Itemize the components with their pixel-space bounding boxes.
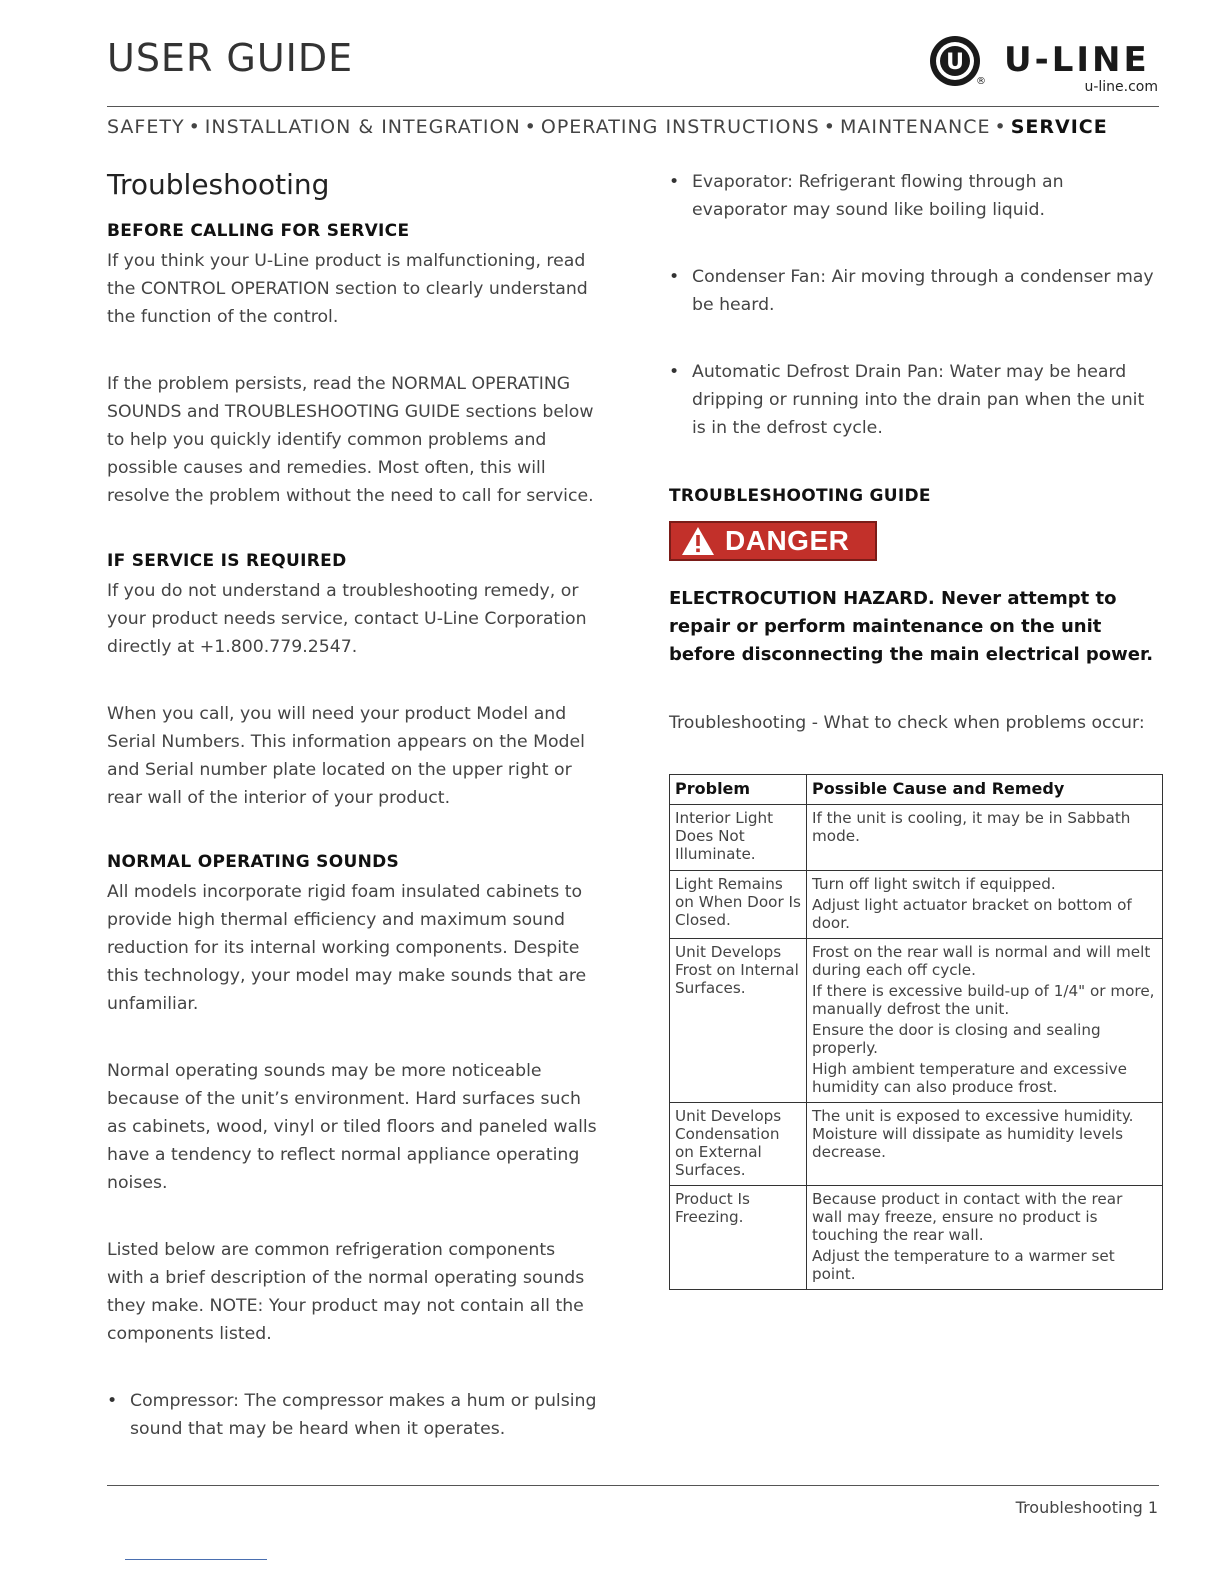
problem-cell: Unit Develops Condensation on External Surfaces. bbox=[670, 1103, 807, 1186]
section-nav bbox=[107, 116, 1161, 138]
left-column bbox=[107, 168, 597, 1443]
troubleshooting-table bbox=[669, 774, 1163, 1290]
table-row bbox=[670, 939, 1163, 1103]
remedy-item: High ambient temperature and excessive humidity can also produce frost. bbox=[812, 1060, 1128, 1096]
table-row bbox=[670, 1103, 1163, 1186]
remedy-item: If there is excessive build-up of 1/4" or more, manually defrost the unit. bbox=[812, 982, 1155, 1018]
nav-item-safety[interactable]: SAFETY bbox=[107, 116, 185, 138]
remedy-item: Adjust light actuator bracket on bottom of door. bbox=[812, 896, 1132, 932]
remedy-item: Because product in contact with the rear wall may freeze, ensure no product is touching the rear wall. bbox=[812, 1190, 1123, 1244]
sounds-list bbox=[107, 1387, 597, 1443]
sounds-list-continued bbox=[669, 168, 1163, 442]
before-calling-paragraph: If you think your U-Line product is malfunctioning, read the CONTROL OPERATION section to clearly understand the function of the control. bbox=[107, 251, 588, 327]
troubleshooting-intro: Troubleshooting - What to check when problems occur: bbox=[669, 713, 1145, 733]
remedy-cell bbox=[807, 1186, 1163, 1290]
decorative-rule bbox=[125, 1559, 267, 1560]
before-calling-paragraph: If the problem persists, read the NORMAL OPERATING SOUNDS and TROUBLESHOOTING GUIDE sections below to help you quickly identify common problems and possible causes and remedies. Most often, this will resolve the problem without the need to call for service. bbox=[107, 374, 594, 506]
problem-cell: Light Remains on When Door Is Closed. bbox=[670, 871, 807, 939]
website-link[interactable]: u-line.com bbox=[1084, 79, 1158, 95]
service-required-paragraph: When you call, you will need your product Model and Serial Numbers. This information appears on the Model and Serial number plate located on the upper right or rear wall of the interior of your product. bbox=[107, 704, 585, 808]
problem-cell: Unit Develops Frost on Internal Surfaces. bbox=[670, 939, 807, 1103]
remedy-item: Frost on the rear wall is normal and will melt during each off cycle. bbox=[812, 943, 1151, 979]
service-required-heading: IF SERVICE IS REQUIRED bbox=[107, 551, 347, 571]
header-divider bbox=[107, 106, 1159, 107]
danger-text: DANGER bbox=[725, 525, 850, 556]
table-row bbox=[670, 1186, 1163, 1290]
list-item: • Automatic Defrost Drain Pan: Water may be heard dripping or running into the drain pan when the unit is in the defrost cycle. bbox=[669, 358, 1163, 442]
electrocution-warning: ELECTROCUTION HAZARD. Never attempt to repair or perform maintenance on the unit before disconnecting the main electrical power. bbox=[669, 588, 1154, 665]
service-required-paragraph: If you do not understand a troubleshooting remedy, or your product needs service, contact U-Line Corporation directly at +1.800.779.2547. bbox=[107, 581, 587, 657]
remedy-cell bbox=[807, 939, 1163, 1103]
footer-divider bbox=[107, 1485, 1159, 1486]
column-header-remedy: Possible Cause and Remedy bbox=[807, 775, 1163, 805]
list-item: • Evaporator: Refrigerant flowing through an evaporator may sound like boiling liquid. bbox=[669, 168, 1163, 224]
normal-sounds-paragraph: All models incorporate rigid foam insulated cabinets to provide high thermal efficiency and maximum sound reduction for its internal working components. Despite this technology, your model may make sounds that are unfamiliar. bbox=[107, 882, 587, 1014]
remedy-item: If the unit is cooling, it may be in Sabbath mode. bbox=[812, 809, 1131, 845]
problem-cell: Product Is Freezing. bbox=[670, 1186, 807, 1290]
nav-separator: • bbox=[188, 116, 201, 138]
remedy-item: The unit is exposed to excessive humidity. Moisture will dissipate as humidity levels decrease. bbox=[812, 1107, 1134, 1161]
nav-separator: • bbox=[524, 116, 537, 138]
problem-cell: Interior Light Does Not Illuminate. bbox=[670, 805, 807, 871]
remedy-item: Turn off light switch if equipped. bbox=[812, 875, 1056, 893]
remedy-cell bbox=[807, 871, 1163, 939]
registered-mark: ® bbox=[976, 76, 986, 87]
remedy-item: Ensure the door is closing and sealing properly. bbox=[812, 1021, 1101, 1057]
nav-item-maintenance[interactable]: MAINTENANCE bbox=[839, 116, 991, 138]
section-title: Troubleshooting bbox=[107, 168, 330, 201]
danger-label-box bbox=[669, 521, 877, 561]
table-header-row bbox=[670, 775, 1163, 805]
remedy-cell bbox=[807, 1103, 1163, 1186]
nav-item-installation[interactable]: INSTALLATION & INTEGRATION bbox=[204, 116, 521, 138]
table-row bbox=[670, 805, 1163, 871]
list-item: • Condenser Fan: Air moving through a condenser may be heard. bbox=[669, 263, 1163, 319]
warning-triangle-icon bbox=[681, 526, 715, 556]
right-column bbox=[669, 168, 1163, 1290]
brand-name: U-LINE bbox=[1004, 40, 1150, 80]
nav-item-service[interactable]: SERVICE bbox=[1010, 116, 1108, 138]
nav-item-operating[interactable]: OPERATING INSTRUCTIONS bbox=[540, 116, 820, 138]
column-header-problem: Problem bbox=[670, 775, 807, 805]
normal-sounds-paragraph: Normal operating sounds may be more noticeable because of the unit’s environment. Hard surfaces such as cabinets, wood, vinyl or tiled floors and paneled walls have a tendency to reflect normal appliance operating noises. bbox=[107, 1061, 597, 1193]
page-label: Troubleshooting 1 bbox=[1015, 1498, 1158, 1517]
brand-mark-letter: U bbox=[946, 50, 964, 75]
brand-logo[interactable] bbox=[928, 34, 1160, 96]
normal-sounds-paragraph: Listed below are common refrigeration components with a brief description of the normal operating sounds they make. NOTE: Your product may not contain all the components listed. bbox=[107, 1240, 585, 1344]
document-title: USER GUIDE bbox=[107, 36, 354, 80]
normal-sounds-heading: NORMAL OPERATING SOUNDS bbox=[107, 852, 400, 872]
table-row bbox=[670, 871, 1163, 939]
remedy-item: Adjust the temperature to a warmer set point. bbox=[812, 1247, 1115, 1283]
nav-separator: • bbox=[823, 116, 836, 138]
u-line-logo-icon bbox=[928, 34, 982, 88]
nav-separator: • bbox=[994, 116, 1007, 138]
troubleshooting-guide-heading: TROUBLESHOOTING GUIDE bbox=[669, 486, 931, 506]
before-calling-heading: BEFORE CALLING FOR SERVICE bbox=[107, 221, 410, 241]
list-item: • Compressor: The compressor makes a hum or pulsing sound that may be heard when it operates. bbox=[107, 1387, 597, 1443]
remedy-cell bbox=[807, 805, 1163, 871]
